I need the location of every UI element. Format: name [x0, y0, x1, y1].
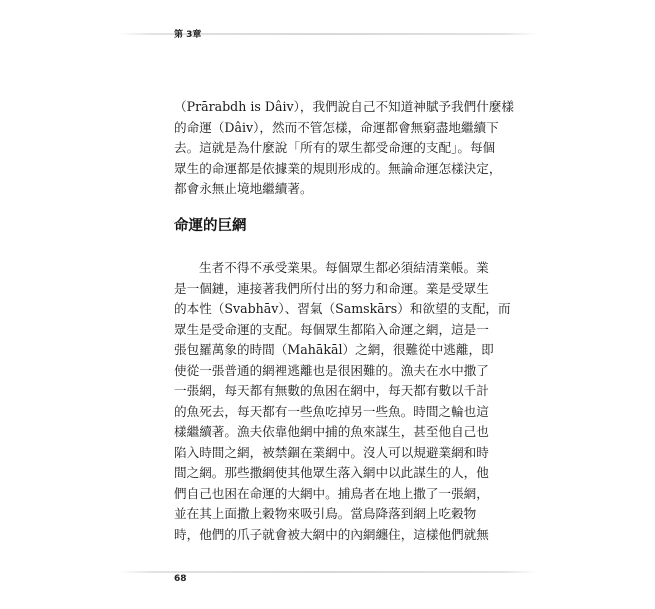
text-line: 使從一張普通的網裡逃離也是很困難的。漁夫在水中撒了: [174, 362, 489, 378]
text-line: 並在其上面撒上穀物來吸引鳥。當鳥降落到網上吃穀物: [174, 506, 477, 521]
page-number: 68: [174, 574, 187, 584]
text-line: 眾生的命運都是依據業的規則形成的。無論命運怎樣決定，: [174, 160, 502, 176]
chapter-label: 第 3章: [174, 30, 202, 40]
text-line: 眾生是受命運的支配。每個眾生都陷入命運之網，這是一: [174, 321, 489, 337]
text-line: 都會永無止境地繼續著。: [174, 181, 313, 196]
text-line: 是一個鏈，連接著我們所付出的努力和命運。業是受眾生: [174, 280, 489, 296]
text-line: 一張網，每天都有無數的魚困在網中，每天都有數以千計: [174, 383, 489, 398]
text-line: 的魚死去，每天都有一些魚吃掉另一些魚。時間之輪也這: [174, 403, 489, 419]
intro-paragraph: [174, 97, 514, 200]
text-line: 的本性（Svabhāv）、習氣（Samskārs）和欲望的支配，而: [174, 301, 511, 316]
text-line: （Prārabdh is Dâiv），我們說自己不知道神賦予我們什麼樣: [174, 99, 514, 114]
text-line: 的命運（Dâiv），然而不管怎樣，命運都會無窮盡地繼續下: [174, 119, 499, 135]
text-line: 陷入時間之網，被禁錮在業網中。沒人可以規避業網和時: [174, 444, 489, 460]
text-line: 時，他們的爪子就會被大網中的內網纏住，這樣他們就無: [174, 526, 489, 542]
text-line: 張包羅萬象的時間（Mahākāl）之網，很難從中逃離，即: [174, 342, 494, 357]
section-heading: 命運的巨網: [174, 218, 247, 234]
text-line: 樣繼續著。漁夫依靠他網中捕的魚來謀生，甚至他自己也: [174, 424, 489, 439]
text-line: 間之網。那些撒網使其他眾生落入網中以此謀生的人，他: [174, 465, 489, 480]
text-line: 們自己也困在命運的大網中。捕鳥者在地上撒了一張網，: [174, 485, 489, 501]
body-paragraph: [174, 258, 511, 545]
footer-rule: [118, 571, 538, 573]
text-line: 去。這就是為什麼說「所有的眾生都受命運的支配」。每個: [174, 140, 496, 155]
text-line: 生者不得不承受業果。每個眾生都必須結清業帳。業: [199, 260, 489, 275]
